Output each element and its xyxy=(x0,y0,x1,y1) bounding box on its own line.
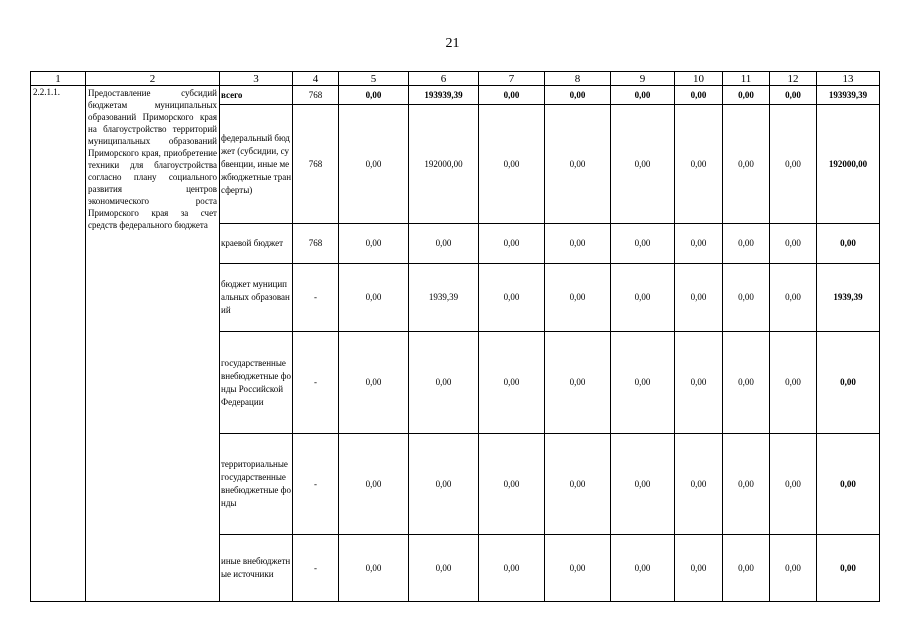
amount-cell: 0,00 xyxy=(675,105,723,224)
funding-source: государственные внебюджетные фонды Российской Федерации xyxy=(220,332,293,434)
funding-source: всего xyxy=(220,86,293,105)
amount-cell: 0,00 xyxy=(770,105,817,224)
table-row xyxy=(31,86,880,105)
funding-source: краевой бюджет xyxy=(220,224,293,264)
column-4-value: 768 xyxy=(293,105,339,224)
amount-cell: 0,00 xyxy=(723,434,770,535)
column-number-header: 7 xyxy=(479,72,545,86)
amount-cell: 0,00 xyxy=(770,332,817,434)
amount-cell: 0,00 xyxy=(817,332,880,434)
amount-cell: 0,00 xyxy=(675,86,723,105)
amount-cell: 0,00 xyxy=(723,264,770,332)
funding-source: федеральный бюджет (субсидии, субвенции, иные межбюджетные трансферты) xyxy=(220,105,293,224)
amount-cell: 0,00 xyxy=(770,86,817,105)
column-number-header: 10 xyxy=(675,72,723,86)
column-number-header: 1 xyxy=(31,72,86,86)
funding-source: бюджет муниципальных образований xyxy=(220,264,293,332)
column-number-header: 9 xyxy=(611,72,675,86)
column-4-value: - xyxy=(293,332,339,434)
column-number-header: 5 xyxy=(339,72,409,86)
amount-cell: 0,00 xyxy=(479,105,545,224)
column-number-header: 13 xyxy=(817,72,880,86)
amount-cell: 1939,39 xyxy=(817,264,880,332)
amount-cell: 192000,00 xyxy=(817,105,880,224)
amount-cell: 0,00 xyxy=(611,105,675,224)
amount-cell: 0,00 xyxy=(675,224,723,264)
funding-source: иные внебюджетные источники xyxy=(220,535,293,602)
column-4-value: - xyxy=(293,535,339,602)
amount-cell: 0,00 xyxy=(611,332,675,434)
amount-cell: 0,00 xyxy=(409,224,479,264)
amount-cell: 0,00 xyxy=(611,264,675,332)
amount-cell: 192000,00 xyxy=(409,105,479,224)
amount-cell: 0,00 xyxy=(817,224,880,264)
column-number-header: 3 xyxy=(220,72,293,86)
amount-cell: 0,00 xyxy=(611,86,675,105)
amount-cell: 0,00 xyxy=(723,535,770,602)
amount-cell: 0,00 xyxy=(409,535,479,602)
amount-cell: 0,00 xyxy=(723,332,770,434)
amount-cell: 0,00 xyxy=(723,224,770,264)
amount-cell: 0,00 xyxy=(339,332,409,434)
amount-cell: 0,00 xyxy=(545,535,611,602)
column-number-header: 12 xyxy=(770,72,817,86)
amount-cell: 0,00 xyxy=(723,105,770,224)
amount-cell: 0,00 xyxy=(770,224,817,264)
amount-cell: 0,00 xyxy=(479,86,545,105)
amount-cell: 0,00 xyxy=(545,434,611,535)
amount-cell: 0,00 xyxy=(545,332,611,434)
amount-cell: 0,00 xyxy=(545,86,611,105)
amount-cell: 0,00 xyxy=(545,264,611,332)
amount-cell: 0,00 xyxy=(479,264,545,332)
amount-cell: 193939,39 xyxy=(817,86,880,105)
amount-cell: 0,00 xyxy=(817,434,880,535)
column-number-header: 11 xyxy=(723,72,770,86)
funding-source: территориальные государственные внебюджетные фонды xyxy=(220,434,293,535)
column-4-value: 768 xyxy=(293,224,339,264)
column-number-header: 6 xyxy=(409,72,479,86)
amount-cell: 0,00 xyxy=(339,224,409,264)
amount-cell: 0,00 xyxy=(339,105,409,224)
amount-cell: 0,00 xyxy=(339,434,409,535)
amount-cell: 193939,39 xyxy=(409,86,479,105)
budget-table xyxy=(30,71,880,602)
amount-cell: 0,00 xyxy=(675,264,723,332)
column-number-header: 4 xyxy=(293,72,339,86)
amount-cell: 0,00 xyxy=(723,86,770,105)
amount-cell: 0,00 xyxy=(770,434,817,535)
amount-cell: 0,00 xyxy=(770,264,817,332)
page-number: 21 xyxy=(445,36,460,51)
amount-cell: 0,00 xyxy=(675,332,723,434)
item-description: Предоставление субсидий бюджетам муниципальных образований Приморского края на благоустройство территорий муниципальных образований Приморского края, приобретение техники для благоустройства согласно плану социального развития центров экономического роста Приморского края за счет средств федерального бюджета xyxy=(86,86,220,602)
amount-cell: 0,00 xyxy=(675,434,723,535)
amount-cell: 0,00 xyxy=(545,224,611,264)
column-number-header: 2 xyxy=(86,72,220,86)
amount-cell: 0,00 xyxy=(479,332,545,434)
amount-cell: 0,00 xyxy=(409,332,479,434)
amount-cell: 0,00 xyxy=(479,535,545,602)
amount-cell: 0,00 xyxy=(339,264,409,332)
amount-cell: 1939,39 xyxy=(409,264,479,332)
column-numbers-row xyxy=(31,72,880,86)
amount-cell: 0,00 xyxy=(611,224,675,264)
amount-cell: 0,00 xyxy=(339,86,409,105)
amount-cell: 0,00 xyxy=(611,434,675,535)
column-4-value: 768 xyxy=(293,86,339,105)
column-4-value: - xyxy=(293,264,339,332)
amount-cell: 0,00 xyxy=(611,535,675,602)
amount-cell: 0,00 xyxy=(409,434,479,535)
amount-cell: 0,00 xyxy=(770,535,817,602)
amount-cell: 0,00 xyxy=(479,434,545,535)
amount-cell: 0,00 xyxy=(817,535,880,602)
amount-cell: 0,00 xyxy=(339,535,409,602)
amount-cell: 0,00 xyxy=(675,535,723,602)
amount-cell: 0,00 xyxy=(479,224,545,264)
amount-cell: 0,00 xyxy=(545,105,611,224)
column-number-header: 8 xyxy=(545,72,611,86)
item-code: 2.2.1.1. xyxy=(31,86,86,602)
column-4-value: - xyxy=(293,434,339,535)
